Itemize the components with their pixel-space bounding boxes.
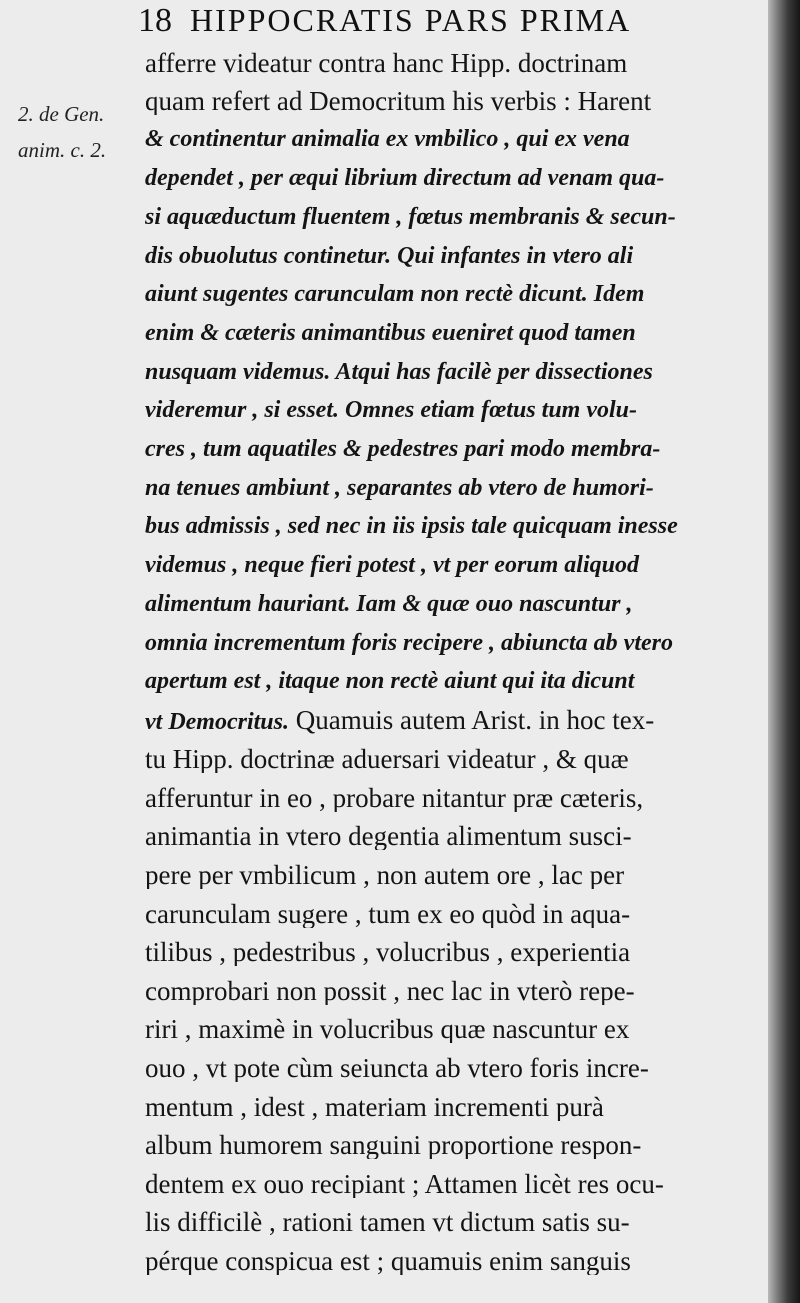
text-line: nusquam videmus. Atqui has facilè per dissectiones [145, 360, 653, 384]
text-line: apertum est , itaque non rectè aiunt qui ita dicunt [145, 669, 635, 693]
margin-note: anim. c. 2. [18, 138, 107, 162]
text-line: pere per vmbilicum , non autem ore , lac per [145, 862, 625, 889]
text-line: si aquæductum fluentem , fœtus membranis & secun- [145, 205, 676, 229]
text-line: quam refert ad Democritum his verbis : Harent [145, 88, 652, 115]
text-line: album humorem sanguini proportione respon- [145, 1132, 642, 1159]
text-line: comprobari non possit , nec lac in vterò repe- [145, 978, 635, 1005]
text-line: animantia in vtero degentia alimentum susci- [145, 823, 632, 850]
text-line: riri , maximè in volucribus quæ nascuntur ex [145, 1016, 630, 1043]
page-edge-shadow [768, 0, 800, 1303]
text-line: ouo , vt pote cùm seiuncta ab vtero foris incre- [145, 1055, 649, 1082]
text-line: dependet , per æqui librium directum ad venam qua- [145, 166, 665, 190]
text-line: afferre videatur contra hanc Hipp. doctrinam [145, 50, 628, 77]
text-line: aiunt sugentes carunculam non rectè dicunt. Idem [145, 282, 645, 306]
text-line: tu Hipp. doctrinæ aduersari videatur , & quæ [145, 746, 629, 773]
running-title: HIPPOCRATIS PARS PRIMA [190, 2, 632, 38]
text-fragment-italic: vt Democritus. [145, 709, 289, 734]
text-line [145, 707, 755, 734]
text-line: bus admissis , sed nec in iis ipsis tale quicquam inesse [145, 514, 678, 538]
text-fragment-roman: Quamuis autem Arist. in hoc tex- [289, 707, 655, 734]
text-line: mentum , idest , materiam incrementi purà [145, 1094, 604, 1121]
text-line: & continentur animalia ex vmbilico , qui ex vena [145, 127, 630, 151]
text-line: alimentum hauriant. Iam & quæ ouo nascuntur , [145, 592, 633, 616]
text-line: videremur , si esset. Omnes etiam fœtus tum volu- [145, 398, 637, 422]
text-line: afferuntur in eo , probare nitantur præ cæteris, [145, 785, 644, 812]
text-line: enim & cæteris animantibus eueniret quod tamen [145, 321, 636, 345]
text-line: omnia incrementum foris recipere , abiuncta ab vtero [145, 631, 673, 655]
running-head [138, 2, 738, 42]
text-line: cres , tum aquatiles & pedestres pari modo membra- [145, 437, 661, 461]
text-line: dentem ex ouo recipiant ; Attamen licèt res ocu- [145, 1171, 664, 1198]
text-line: videmus , neque fieri potest , vt per eorum aliquod [145, 553, 639, 577]
text-line: tilibus , pedestribus , volucribus , experientia [145, 939, 631, 966]
margin-note: 2. de Gen. [18, 102, 105, 126]
text-line: na tenues ambiunt , separantes ab vtero de humori- [145, 476, 654, 500]
text-line: pérque conspicua est ; quamuis enim sanguis [145, 1248, 631, 1275]
page-number: 18 [138, 2, 172, 39]
text-line: carunculam sugere , tum ex eo quòd in aqua- [145, 901, 631, 928]
text-line: dis obuolutus continetur. Qui infantes in vtero ali [145, 244, 634, 268]
text-line: lis difficilè , rationi tamen vt dictum satis su- [145, 1209, 630, 1236]
